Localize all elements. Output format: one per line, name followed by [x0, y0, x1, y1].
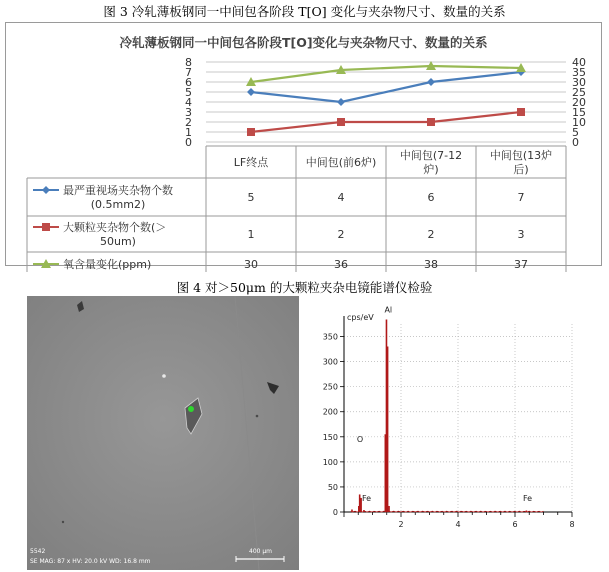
- table-value: 6: [427, 191, 435, 204]
- right-tick-label: 0: [572, 136, 579, 149]
- x-tick-label: 8: [569, 520, 575, 529]
- element-label: Fe: [522, 493, 533, 503]
- y-tick-label: 300: [322, 357, 338, 367]
- element-label: Al: [384, 305, 393, 315]
- category-label: 中间包(前6炉): [305, 156, 377, 169]
- chart-title: 冷轧薄板钢同一中间包各阶段T[O]变化与夹杂物尺寸、数量的关系: [119, 35, 488, 50]
- category-label: 炉): [423, 163, 439, 176]
- left-tick-label: 7: [185, 66, 192, 79]
- right-tick-label: 40: [572, 56, 586, 69]
- data-point: [517, 108, 525, 116]
- y-tick-label: 0: [332, 508, 338, 517]
- category-label: 中间包(13炉: [489, 149, 553, 162]
- left-tick-label: 3: [185, 106, 192, 119]
- legend-label: 50um): [100, 235, 136, 248]
- right-tick-label: 10: [572, 116, 586, 129]
- x-tick-label: 2: [398, 520, 404, 529]
- data-point: [247, 128, 255, 136]
- table-value: 30: [244, 258, 258, 271]
- y-tick-label: 50: [327, 482, 338, 492]
- legend-label: (0.5mm2): [90, 198, 146, 211]
- table-value: 36: [334, 258, 348, 271]
- category-label: 中间包(7-12: [399, 149, 463, 162]
- data-point: [337, 98, 345, 106]
- right-tick-label: 20: [572, 96, 586, 109]
- table-value: 7: [517, 191, 525, 204]
- category-label: 后): [513, 163, 529, 176]
- right-tick-label: 30: [572, 76, 586, 89]
- left-tick-label: 8: [185, 56, 192, 69]
- data-point: [427, 78, 435, 86]
- left-tick-label: 6: [185, 76, 192, 89]
- legend-label: 氧含量变化(ppm): [63, 258, 152, 271]
- legend-marker: [42, 186, 50, 194]
- element-label: Fe: [361, 493, 372, 503]
- y-axis-label: cps/eV: [347, 313, 374, 322]
- left-tick-label: 0: [185, 136, 192, 149]
- x-tick-label: 6: [512, 520, 518, 529]
- legend-label: 大颗粒夹杂物个数(＞: [63, 221, 167, 234]
- left-tick-label: 5: [185, 86, 192, 99]
- left-tick-label: 1: [185, 126, 192, 139]
- sem-info-label: SE MAG: 87 x HV: 20.0 kV WD: 16.8 mm: [30, 558, 151, 565]
- sem-scale-label: 400 µm: [249, 548, 273, 555]
- eds-spectrum-chart: [300, 296, 590, 568]
- table-value: 37: [514, 258, 528, 271]
- y-tick-label: 200: [322, 407, 338, 417]
- table-value: 3: [517, 228, 525, 241]
- table-value: 4: [337, 191, 345, 204]
- right-tick-label: 35: [572, 66, 586, 79]
- x-tick-label: 4: [455, 520, 461, 529]
- y-tick-label: 350: [322, 332, 338, 342]
- data-point: [337, 118, 345, 126]
- table-value: 1: [247, 228, 255, 241]
- y-tick-label: 100: [322, 457, 338, 467]
- series-line: [251, 66, 521, 82]
- data-point: [247, 88, 255, 96]
- table-value: 2: [337, 228, 345, 241]
- right-tick-label: 5: [572, 126, 579, 139]
- y-tick-label: 150: [322, 432, 338, 442]
- right-tick-label: 25: [572, 86, 586, 99]
- table-value: 38: [424, 258, 438, 271]
- table-value: 5: [247, 191, 255, 204]
- figure4-caption: 图 4 对＞50μm 的大颗粒夹杂电镜能谱仪检验: [176, 280, 433, 295]
- category-label: LF终点: [233, 156, 269, 169]
- legend-label: 最严重视场夹杂物个数: [63, 184, 173, 197]
- left-tick-label: 4: [185, 96, 192, 109]
- right-tick-label: 15: [572, 106, 586, 119]
- line-chart: [0, 0, 609, 272]
- y-tick-label: 250: [322, 382, 338, 392]
- legend-marker: [42, 223, 50, 231]
- sem-micrograph: [27, 296, 299, 570]
- element-label: O: [356, 434, 364, 444]
- table-value: 2: [427, 228, 435, 241]
- data-point: [427, 118, 435, 126]
- sem-id-label: 5542: [30, 548, 46, 555]
- figure3-caption: 图 3 冷轧薄板钢同一中间包各阶段 T[O] 变化与夹杂物尺寸、数量的关系: [103, 4, 506, 19]
- left-tick-label: 2: [185, 116, 192, 129]
